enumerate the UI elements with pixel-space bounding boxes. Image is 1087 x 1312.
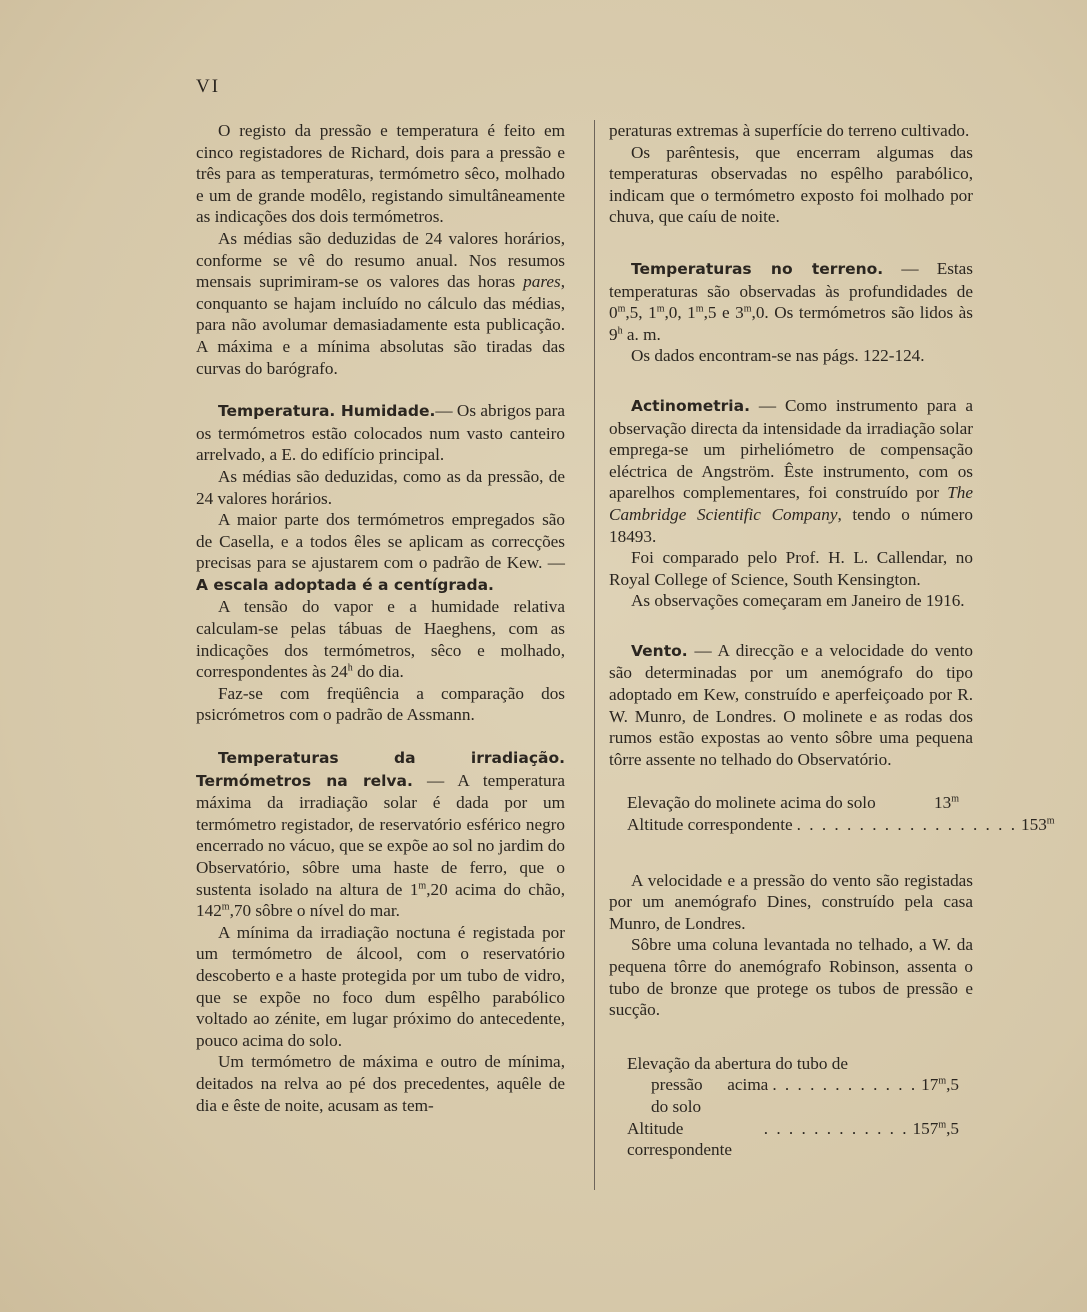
paragraph: As médias são deduzidas de 24 valores horários, conforme se vê do resumo anual. Nos resumos mensais suprimiram-se os valores das horas pares, conquanto se hajam incluído no cálculo das médias, para não avolumar demasiadamente esta publicação. A máxima e a mínima absolutas são tiradas das curvas do barógrafo. [196, 228, 565, 378]
table-row: pressão acima do solo . . . . . . . . . . . . 17$^m$,5 [651, 1075, 959, 1116]
table-value: 153$^m$ [1021, 815, 1055, 835]
leader-dots [880, 792, 930, 814]
section-heading: Temperaturas da irradiação. Termómetros na relva. [196, 749, 565, 790]
leader-dots: . . . . . . . . . . . . [772, 1075, 918, 1095]
section-heading: Actinometria. [631, 396, 750, 415]
left-column [196, 120, 565, 1116]
section-actinometria: Actinometria. — Como instrumento para a observação directa da intensidade da irradiação solar emprega-se um pirheliómetro de compensação eléctrica de Angström. Êste instrumento, com os aparelhos complementares, foi construído por The Cambridge Scientific Company, tendo o número 18493. [609, 395, 973, 546]
column-divider [594, 120, 595, 1190]
paragraph: Faz-se com freqüência a comparação dos psicrómetros com o padrão de Assmann. [196, 683, 565, 725]
wind-vane-table [627, 792, 1055, 835]
paragraph: Foi comparado pelo Prof. H. L. Callendar, no Royal College of Science, South Kensington. [609, 548, 973, 589]
table-row: Elevação do molinete acima do solo 13$^m$ [627, 793, 959, 813]
table-row: Altitude correspondente . . . . . . . . . . . . 157$^m$,5 [627, 1118, 959, 1160]
table-row: Altitude correspondente . . . . . . . . . . . . . . . . . . 153$^m$ [627, 815, 1055, 835]
table-value: 13$^m$ [934, 793, 959, 813]
page-number: VI [196, 76, 221, 97]
table-value: 17$^m$,5 [921, 1075, 959, 1095]
right-column [609, 120, 1055, 1161]
table-label: Elevação da abertura do tubo de [627, 1053, 848, 1073]
paragraph: Os parêntesis, que encerram algumas das temperaturas observadas no espêlho parabólico, indicam que o termómetro exposto foi molhado por chuva, que caíu de noite. [609, 142, 973, 227]
section-temperatura-humidade: Temperatura. Humidade.— Os abrigos para os termómetros estão colocados num vasto canteiro arrelvado, a E. do edifício principal. [196, 401, 565, 465]
leader-dots: . . . . . . . . . . . . . . . . . . [796, 815, 1018, 835]
paragraph: Um termómetro de máxima e outro de mínima, deitados na relva ao pé dos precedentes, aquêle de dia e êste de noite, acusam as tem- [196, 1052, 565, 1115]
paragraph: peraturas extremas à superfície do terreno cultivado. [609, 121, 970, 140]
paragraph: As médias são deduzidas, como as da pressão, de 24 valores horários. [196, 466, 565, 508]
section-irradiacao: Temperaturas da irradiação. Termómetros na relva. — A temperatura máxima da irradiação solar é dada por um termómetro registador, de reservatório esférico negro encerrado no vácuo, que se expõe ao sol no jardim do Observatório, sôbre uma haste de ferro, que o sustenta isolado na altura de 1$^m$,20 acima do chão, 142$^m$,70 sôbre o nível do mar. [196, 749, 565, 921]
section-vento: Vento. — A direcção e a velocidade do vento são determinadas por um anemógrafo do tipo adoptado em Kew, construído e aperfeiçoado por R. W. Munro, de Londres. O molinete e as rodas dos rumos estão expostas ao vento sôbre uma pequena tôrre assente no telhado do Observatório. [609, 640, 973, 769]
section-terreno: Temperaturas no terreno. — Estas temperaturas são observadas às profundidades de 0$^m$,5, 1$^m$,0, 1$^m$,5 e 3$^m$,0. Os termómetros são lidos às 9$^h$ a. m. [609, 258, 973, 344]
paragraph: A velocidade e a pressão do vento são registadas por um anemógrafo Dines, construído pela casa Munro, de Londres. [609, 870, 973, 933]
paragraph: Sôbre uma coluna levantada no telhado, a W. da pequena tôrre do anemógrafo Robinson, assenta o tubo de bronze que protege os tubos de pressão e sucção. [609, 935, 973, 1020]
paragraph: A mínima da irradiação noctuna é registada por um termómetro de álcool, com o reservatório descoberto e a haste protegida por um tubo de vidro, que se expõe no foco dum espêlho parabólico voltado ao zénite, em lugar próximo do antecedente, pouco acima do solo. [196, 922, 565, 1050]
table-value: 157$^m$,5 [912, 1118, 959, 1138]
leader-dots: . . . . . . . . . . . . [763, 1118, 909, 1138]
section-heading: Vento. [631, 641, 688, 660]
paragraph: As observações começaram em Janeiro de 1916. [631, 591, 965, 611]
paragraph: A maior parte dos termómetros empregados são de Casella, e a todos êles se aplicam as correcções precisas para se ajustarem com o padrão de Kew. — A escala adoptada é a centígrada. [196, 510, 565, 594]
paragraph: A tensão do vapor e a humidade relativa calculam-se pelas tábuas de Haeghens, com as indicações dos termómetros, sêco e molhado, correspondentes às 24$^h$ do dia. [196, 597, 565, 682]
pressure-tube-table [627, 1053, 959, 1161]
paragraph: Os dados encontram-se nas págs. 122-124. [631, 346, 925, 366]
section-heading: Temperaturas no terreno. [631, 259, 884, 278]
section-heading: Temperatura. Humidade. [218, 402, 436, 421]
paragraph: O registo da pressão e temperatura é feito em cinco registadores de Richard, dois para a pressão e três para as temperaturas, termómetro sêco, molhado e um de grande modêlo, registando simultâneamente as indicações dos dois termómetros. [196, 121, 565, 227]
